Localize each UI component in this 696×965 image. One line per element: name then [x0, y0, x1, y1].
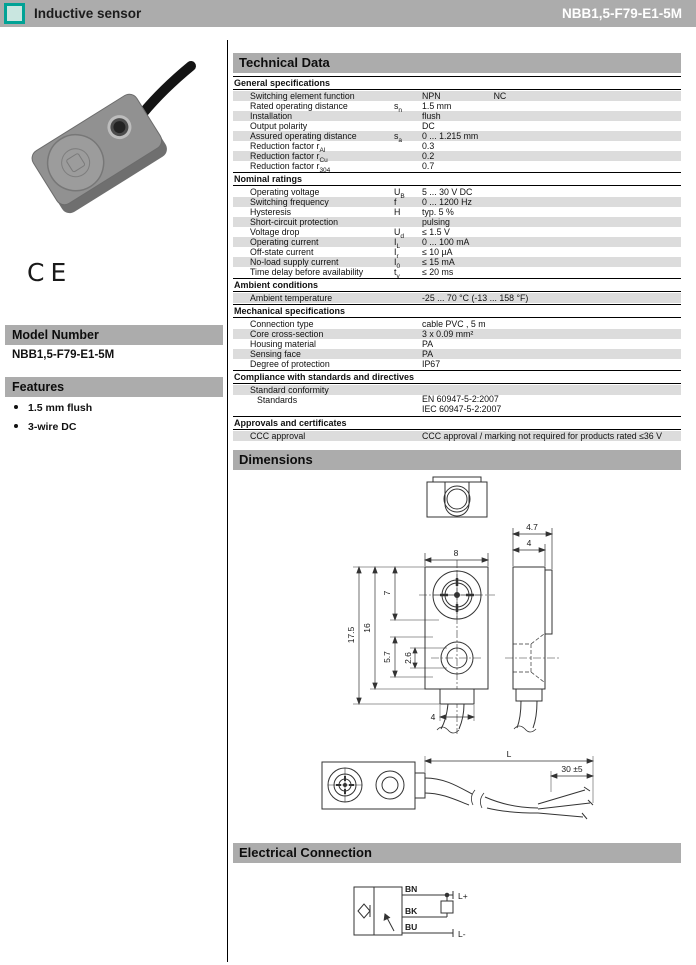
spec-section-header: Mechanical specifications [233, 304, 681, 318]
dim-strip-length: 30 ±5 [561, 764, 583, 774]
spec-value: ≤ 1.5 V [422, 227, 450, 237]
spec-value: 0 ... 1200 Hz [422, 197, 472, 207]
spec-symbol [394, 161, 422, 176]
spec-row [233, 359, 681, 369]
spec-label: Reduction factor $r_{304}$ [250, 161, 331, 174]
ce-mark: CE [27, 258, 73, 287]
feature-item [14, 421, 92, 433]
spec-value: flush [422, 111, 441, 121]
spec-label: Reduction factor $r_{Al}$ [250, 141, 326, 154]
model-number-section-header: Model Number [5, 325, 223, 345]
spec-symbol: $I_L$ [394, 237, 401, 250]
page-header [0, 0, 696, 27]
electrical-connection-diagram [233, 865, 681, 965]
dim-height-body: 16 [362, 623, 372, 633]
spec-value: ≤ 10 µA [422, 247, 453, 257]
spec-symbol: $U_B$ [394, 187, 405, 200]
spec-row [233, 349, 681, 359]
spec-label: CCC approval [250, 430, 306, 441]
feature-label: 3-wire DC [28, 421, 77, 433]
spec-symbol: $t_v$ [394, 267, 400, 280]
spec-section-header: Nominal ratings [233, 172, 681, 186]
spec-row [233, 319, 681, 329]
spec-value: DC [422, 121, 435, 131]
spec-label: Degree of protection [250, 359, 330, 369]
spec-symbol: $U_d$ [394, 227, 404, 240]
side-view [505, 567, 560, 732]
spec-label: Output polarity [250, 121, 308, 131]
spec-row [233, 293, 681, 303]
spec-row [233, 141, 681, 154]
front-view [419, 560, 495, 734]
spec-section-header: Approvals and certificates [233, 416, 681, 430]
spec-value: EN 60947-5-2:2007 IEC 60947-5-2:2007 [422, 394, 502, 414]
features-list [14, 402, 92, 440]
spec-value: ≤ 20 ms [422, 267, 454, 277]
spec-label: Ambient temperature [250, 293, 333, 303]
spec-value: 5 ... 30 V DC [422, 187, 473, 197]
spec-value: pulsing [422, 217, 450, 227]
spec-row [233, 329, 681, 339]
spec-label: Housing material [250, 339, 317, 349]
dim-face-offset: 7 [382, 590, 392, 596]
spec-label: Operating current [250, 237, 319, 247]
technical-data-section-header: Technical Data [233, 53, 681, 73]
spec-row [233, 431, 681, 441]
dimensions-section-header: Dimensions [233, 450, 681, 470]
dim-side-total: 4.7 [526, 522, 538, 532]
spec-row [233, 131, 681, 144]
spec-row [233, 257, 681, 270]
spec-section-header: Compliance with standards and directives [233, 370, 681, 384]
spec-row [233, 91, 681, 101]
spec-label: Switching frequency [250, 197, 329, 207]
spec-value: PA [422, 339, 434, 349]
wire-labels [405, 884, 468, 939]
top-view [427, 477, 487, 517]
spec-symbol: $s_n$ [394, 101, 403, 114]
spec-row [233, 207, 681, 217]
spec-label: Reduction factor $r_{Cu}$ [250, 151, 328, 164]
spec-value: 3 x 0.09 mm² [422, 329, 474, 339]
spec-row [233, 197, 681, 207]
spec-label: Standard conformity [250, 385, 329, 395]
spec-symbol [394, 293, 422, 308]
spec-label: Rated operating distance [250, 101, 348, 111]
spec-symbol: H [394, 207, 401, 217]
spec-row [233, 121, 681, 131]
spec-label: Sensing face [250, 349, 301, 359]
electrical-connection-section-header: Electrical Connection [233, 843, 681, 863]
dim-height-total: 17.5 [346, 626, 356, 644]
feature-label: 1.5 mm flush [28, 402, 93, 414]
spec-label: Operating voltage [250, 187, 320, 197]
spec-symbol [394, 431, 422, 446]
spec-symbol [394, 395, 422, 415]
spec-row [233, 267, 681, 280]
dim-side-body: 4 [526, 538, 532, 548]
spec-value: 0.2 [422, 151, 435, 161]
spec-label: Voltage drop [250, 227, 300, 237]
dim-cable-length: L [506, 749, 512, 759]
spec-row [233, 339, 681, 349]
column-divider [227, 40, 228, 962]
spec-symbol: $I_r$ [394, 247, 399, 260]
sensor-symbol [354, 887, 402, 935]
spec-value: typ. 5 % [422, 207, 454, 217]
spec-symbol: $I_0$ [394, 257, 401, 270]
wire-label-blue: BU [405, 922, 418, 932]
page-title: Inductive sensor [34, 6, 142, 21]
spec-value: 0.3 [422, 141, 435, 151]
spec-row [233, 247, 681, 260]
model-number-value: NBB1,5-F79-E1-5M [12, 349, 115, 361]
dim-gland-width: 4 [430, 712, 436, 722]
spec-value: IP67 [422, 359, 441, 369]
cable-view [322, 762, 593, 819]
wire-label-black: BK [405, 906, 418, 916]
spec-label: Standards [257, 395, 298, 405]
spec-value: CCC approval / marking not required for products rated ≤36 V [422, 430, 663, 441]
sensor-category-icon [4, 3, 25, 24]
spec-row [233, 111, 681, 121]
spec-row [233, 395, 681, 415]
spec-label: Short-circuit protection [250, 217, 339, 227]
spec-row [233, 227, 681, 240]
spec-symbol: $s_a$ [394, 131, 403, 144]
sensor-cable-illustration [143, 66, 191, 113]
spec-value: PA [422, 349, 434, 359]
bullet-icon [14, 405, 18, 409]
feature-item [14, 402, 92, 414]
spec-row [233, 217, 681, 227]
spec-label: Core cross-section [250, 329, 324, 339]
spec-section-header: Ambient conditions [233, 278, 681, 292]
terminal-label-negative: L- [458, 929, 466, 939]
spec-value: 0 ... 100 mA [422, 237, 470, 247]
spec-label: Installation [250, 111, 293, 121]
spec-row [233, 187, 681, 200]
spec-symbol: f [394, 197, 397, 207]
dim-top-width: 8 [453, 548, 459, 558]
spec-label: Connection type [250, 319, 314, 329]
spec-value: 0.7 [422, 161, 435, 171]
spec-row [233, 151, 681, 164]
features-section-header: Features [5, 377, 223, 397]
header-model-number: NBB1,5-F79-E1-5M [561, 6, 682, 21]
spec-value: cable PVC , 5 m [422, 319, 486, 329]
spec-label: No-load supply current [250, 257, 339, 267]
spec-section-header: General specifications [233, 76, 681, 90]
dim-hole-dia: 2.6 [403, 652, 413, 664]
technical-data-table [233, 75, 681, 441]
bullet-icon [14, 424, 18, 428]
spec-label: Switching element function [250, 91, 355, 101]
spec-value: NPN NC [422, 91, 507, 101]
product-photo [8, 55, 216, 260]
dimensions-drawing [233, 472, 681, 845]
spec-label: Time delay before availability [250, 267, 364, 277]
terminal-label-positive: L+ [458, 891, 468, 901]
spec-label: Hysteresis [250, 207, 292, 217]
spec-label: Assured operating distance [250, 131, 357, 141]
wire-label-brown: BN [405, 884, 418, 894]
spec-value: 1.5 mm [422, 101, 452, 111]
spec-row [233, 237, 681, 250]
dim-hole-offset: 5.7 [382, 651, 392, 663]
spec-row [233, 101, 681, 114]
spec-value: -25 ... 70 °C (-13 ... 158 °F) [422, 293, 529, 303]
spec-label: Off-state current [250, 247, 314, 257]
spec-value: 0 ... 1.215 mm [422, 131, 479, 141]
spec-row [233, 161, 681, 174]
spec-value: ≤ 15 mA [422, 257, 455, 267]
